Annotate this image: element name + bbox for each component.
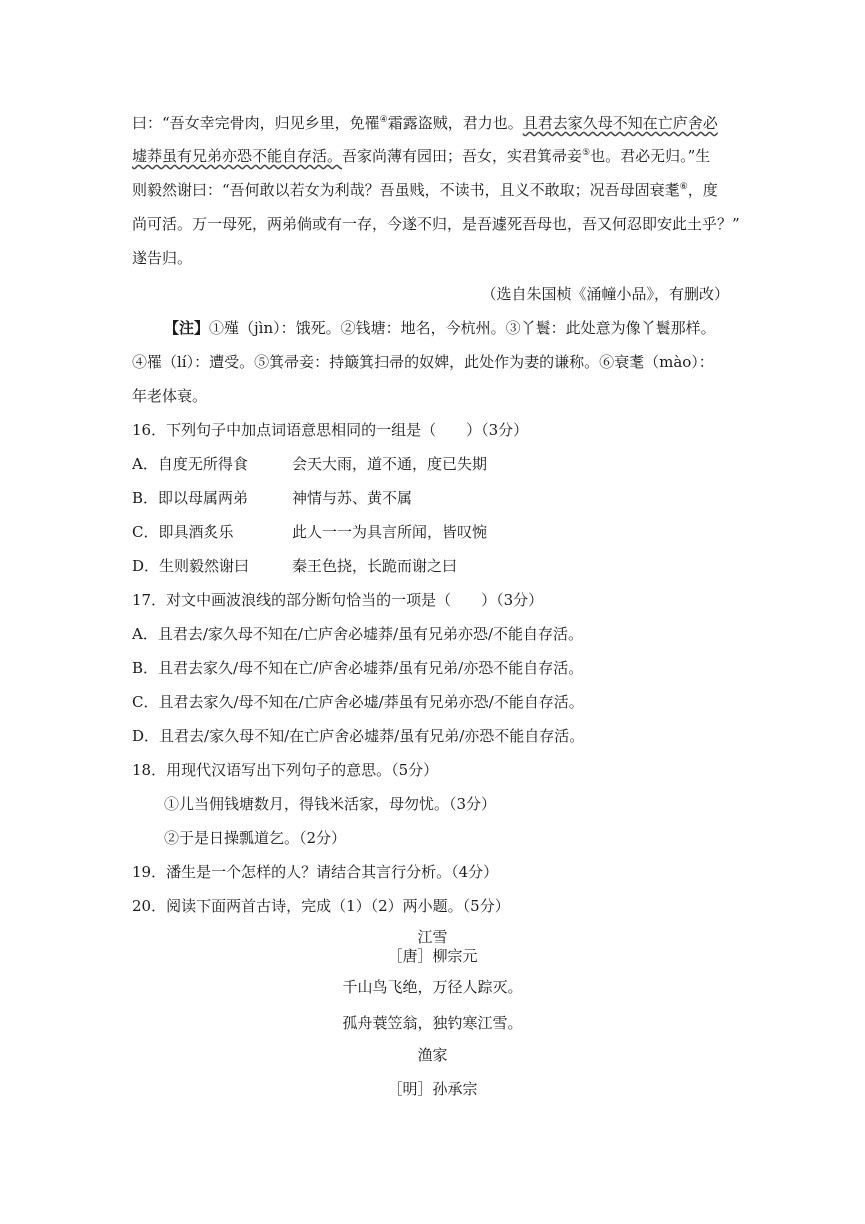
- note-marker: ⑥: [679, 182, 688, 192]
- question-18-sentence-2: ②于是日操瓢道乞。（2分）: [164, 829, 347, 847]
- passage-line-2: [132, 145, 742, 167]
- option-right: 秦王色挠，长跪而谢之曰: [292, 557, 458, 575]
- option-left: D．生则毅然谢曰: [132, 557, 250, 575]
- passage-text: 曰：“吾女幸完骨肉，归见乡里，免罹: [132, 114, 380, 132]
- question-19-stem: 19．潘生是一个怎样的人？请结合其言行分析。（4分）: [132, 863, 499, 881]
- passage-line-4: 尚可活。万一母死，两弟倘或有一存，今遂不归，是吾遽死吾母也，吾又何忍即安此土乎？”: [132, 215, 740, 233]
- passage-text: 也。君必无归。”生: [590, 147, 711, 165]
- question-17-stem: 17．对文中画波浪线的部分断句恰当的一项是（ ）（3分）: [132, 591, 544, 609]
- wavy-underlined-text: 墟莽虽有兄弟亦恐不能自存活。: [132, 147, 343, 165]
- option-right: 此人一一为具言所闻，皆叹惋: [292, 523, 488, 541]
- note-marker: ⑤: [582, 148, 591, 158]
- question-16-option-d: [132, 555, 457, 577]
- passage-text: 霜露盗贼，君力也。: [387, 114, 523, 132]
- question-17-option-a: A．且君去/家久母不知在/亡庐舍必墟莽/虽有兄弟亦恐/不能自存活。: [132, 625, 584, 643]
- question-18-stem: 18．用现代汉语写出下列句子的意思。（5分）: [132, 761, 439, 779]
- note-marker: ④: [379, 115, 388, 125]
- poem-1-line-1: 千山鸟飞绝，万径人踪灭。: [342, 978, 523, 996]
- passage-text: ，度: [687, 181, 718, 199]
- question-20-stem: 20．阅读下面两首古诗，完成（1）（2）两小题。（5分）: [132, 897, 510, 915]
- notes-line-1: [164, 317, 774, 339]
- passage-text: 吾家尚薄有园田；吾女，实君箕帚妾: [342, 147, 583, 165]
- option-left: C．即具酒炙乐: [132, 523, 234, 541]
- option-right: 会天大雨，道不通，度已失期: [292, 455, 488, 473]
- question-16-option-a: [132, 453, 487, 475]
- poem-1-line-2: 孤舟蓑笠翁，独钓寒江雪。: [342, 1014, 523, 1032]
- notes-label: 【注】: [164, 319, 210, 337]
- poem-1-author: ［唐］柳宗元: [387, 947, 478, 965]
- question-17-option-d: D．且君去/家久母不知/在亡庐舍必墟莽/虽有兄弟/亦恐不能自存活。: [132, 727, 585, 745]
- notes-line-3: 年老体衰。: [132, 387, 208, 405]
- passage-source: （选自朱国桢《涌幢小品》，有删改）: [481, 285, 729, 303]
- notes-line-2: ④罹（lí）：遭受。⑤箕帚妾：持簸箕扫帚的奴婢，此处作为妻的谦称。⑥衰耄（mào）：: [132, 353, 714, 371]
- passage-text: 则毅然谢曰：“吾何敢以若女为利哉？吾虽贱，不读书，且义不敢取；况吾母固衰耄: [132, 181, 680, 199]
- question-17-option-c: C．且君去家久/母不知在/亡庐舍必墟/莽虽有兄弟亦恐/不能自存活。: [132, 693, 584, 711]
- passage-line-1: [132, 112, 742, 134]
- passage-line-3: [132, 179, 742, 201]
- option-left: B．即以母属两弟: [132, 489, 249, 507]
- wavy-underlined-text: 且君去家久母不知在亡庐舍必: [522, 114, 718, 132]
- notes-text: ①殣（jìn）：饿死。②钱塘：地名，今杭州。③丫鬟：此处意为像丫鬟那样。: [209, 319, 716, 337]
- option-left: A．自度无所得食: [132, 455, 248, 473]
- question-16-option-c: [132, 521, 487, 543]
- poem-2-author: ［明］孙承宗: [387, 1080, 478, 1098]
- poem-1-title: 江雪: [417, 928, 448, 946]
- question-16-option-b: [132, 487, 412, 509]
- question-16-stem: 16．下列句子中加点词语意思相同的一组是（ ）（3分）: [132, 421, 529, 439]
- question-17-option-b: B．且君去家久/母不知在亡/庐舍必墟莽/虽有兄弟/亦恐不能自存活。: [132, 659, 584, 677]
- poem-2-title: 渔家: [417, 1046, 448, 1064]
- option-right: 神情与苏、黄不属: [292, 489, 413, 507]
- question-18-sentence-1: ①儿当佣钱塘数月，得钱米活家，母勿忧。（3分）: [164, 795, 497, 813]
- passage-line-5: 遂告归。: [132, 249, 193, 267]
